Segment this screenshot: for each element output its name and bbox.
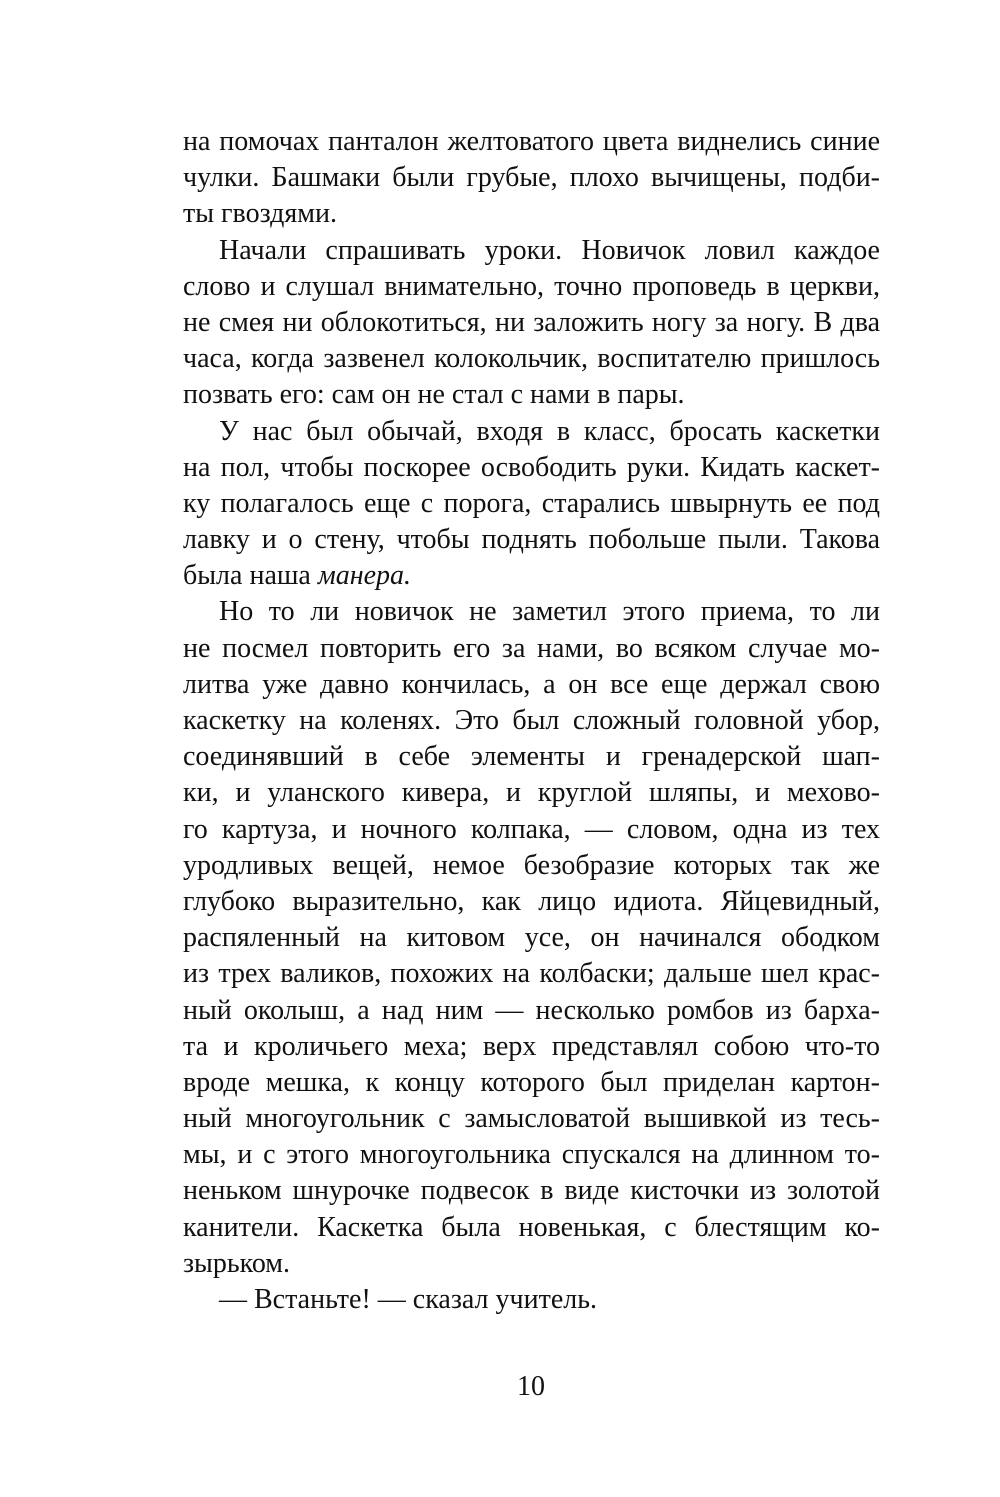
text-line: го картуза, и ночного колпака, — словом, одна из тех [183, 813, 880, 845]
text-line: ку полагалось еще с порога, старались швырнуть ее под [183, 487, 880, 519]
text-line: вроде мешка, к концу которого был приделан картон- [183, 1066, 880, 1098]
text-line: У нас был обычай, входя в класс, бросать каскетки [219, 415, 880, 447]
text-line: литва уже давно кончилась, а он все еще держал свою [183, 668, 880, 700]
text-line: не смея ни облокотиться, ни заложить ногу за ногу. В два [183, 306, 880, 338]
text-line: канители. Каскетка была новенькая, с блестящим ко- [183, 1211, 880, 1243]
text-line: зырьком. [183, 1247, 291, 1279]
text-line: ный околыш, а над ним — несколько ромбов из барха- [183, 994, 880, 1026]
text-line: ты гвоздями. [183, 198, 337, 230]
text-line: мы, и с этого многоугольника спускался на длинном то- [183, 1139, 880, 1171]
text-line: неньком шнурочке подвесок в виде кисточки из золотой [183, 1175, 880, 1207]
text-line: глубоко выразительно, как лицо идиота. Яйцевидный, [183, 885, 880, 917]
text-line: соединявший в себе элементы и гренадерской шап- [183, 741, 880, 773]
text-segment: была наша [183, 560, 318, 592]
text-line: на помочах панталон желтоватого цвета виднелись синие [183, 126, 880, 157]
text-line: из трех валиков, похожих на колбаски; дальше шел крас- [183, 958, 880, 990]
text-line: каскетку на коленях. Это был сложный головной убор, [183, 705, 880, 736]
text-line: распяленный на китовом усе, он начинался ободком [183, 922, 880, 954]
text-line: Начали спрашивать уроки. Новичок ловил каждое [219, 234, 880, 266]
text-line: чулки. Башмаки были грубые, плохо вычищены, подби- [183, 162, 880, 194]
text-line: позвать его: сам он не стал с нами в пары. [183, 379, 685, 411]
text-line [183, 558, 880, 594]
italic-word: манера. [317, 560, 412, 592]
page-number: 10 [517, 1371, 545, 1402]
text-line: на пол, чтобы поскорее освободить руки. Кидать каскет- [183, 451, 880, 483]
text-line: та и кроличьего меха; верх представлял собою что-то [183, 1030, 880, 1062]
text-line: лавку и о стену, чтобы поднять побольше пыли. Такова [183, 524, 880, 556]
text-line: — Встаньте! — сказал учитель. [219, 1284, 597, 1315]
text-line: часа, когда зазвенел колокольчик, воспитателю пришлось [183, 343, 880, 375]
body-text [183, 124, 880, 1318]
text-line: ки, и уланского кивера, и круглой шляпы, и мехово- [183, 777, 880, 809]
text-line: не посмел повторить его за нами, во всяком случае мо- [183, 632, 880, 664]
text-line: слово и слушал внимательно, точно проповедь в церкви, [183, 270, 880, 302]
text-line: ный многоугольник с замысловатой вышивкой из тесь- [183, 1103, 880, 1135]
text-line: уродливых вещей, немое безобразие которых так же [183, 849, 880, 881]
text-line: Но то ли новичок не заметил этого приема, то ли [219, 596, 880, 628]
